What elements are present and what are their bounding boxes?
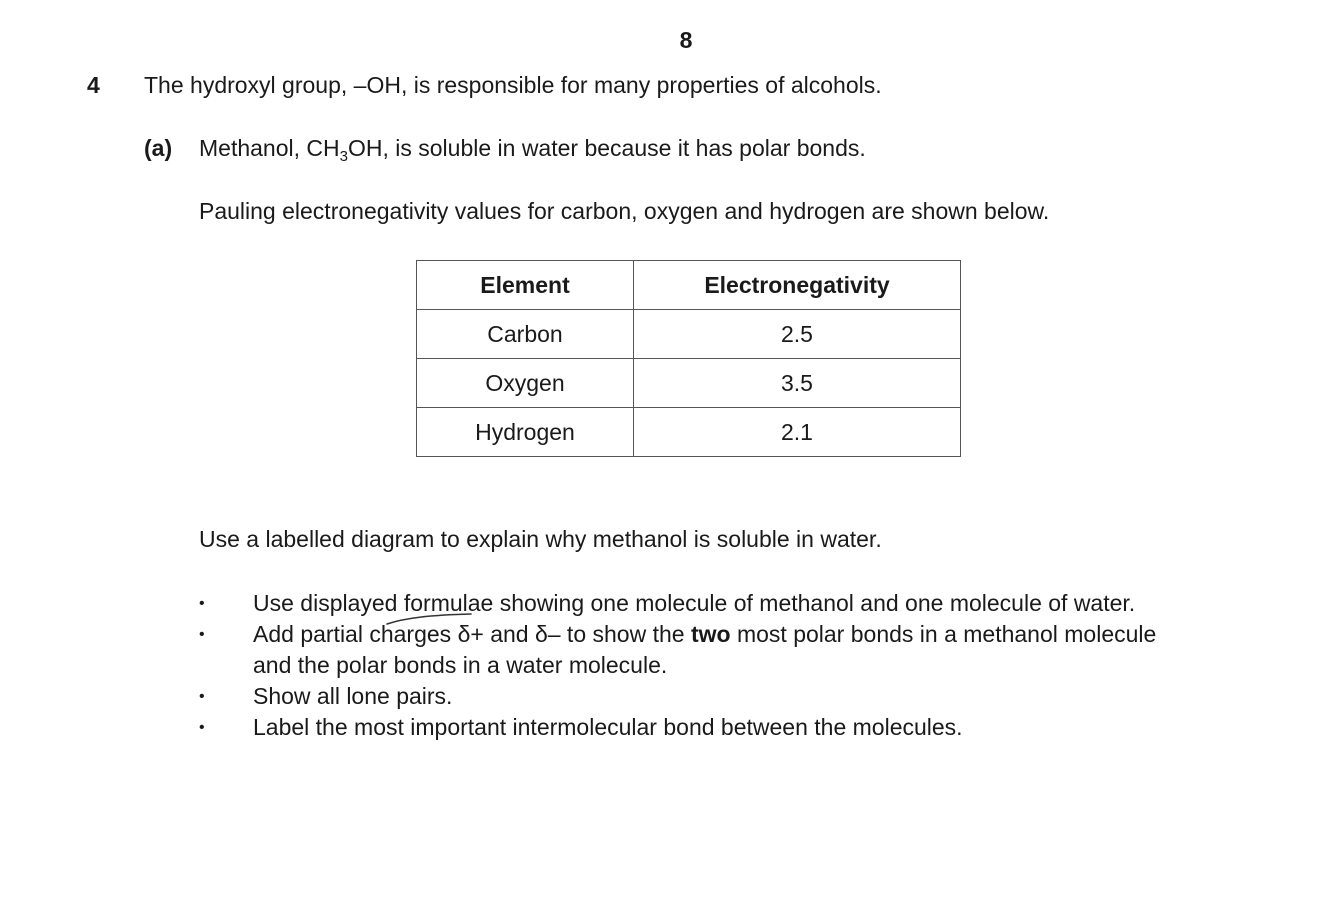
bullet-item [199, 619, 1299, 681]
bullet-item [199, 681, 1299, 712]
table-cell-element: Hydrogen [417, 408, 634, 457]
electronegativity-table [416, 260, 961, 457]
table-cell-value: 2.1 [634, 408, 961, 457]
table-cell-element: Carbon [417, 310, 634, 359]
bullet-item [199, 712, 1299, 743]
handwritten-pen-mark [385, 612, 475, 628]
table-row [417, 408, 961, 457]
table-header-element: Element [417, 261, 634, 310]
part-a-text [199, 135, 866, 165]
page-number: 8 [679, 27, 693, 53]
table-cell-value: 3.5 [634, 359, 961, 408]
question-stem: The hydroxyl group, –OH, is responsible for many properties of alcohols. [144, 72, 882, 98]
question-number: 4 [87, 72, 100, 98]
bullet-dot: • [199, 719, 205, 736]
table-row [417, 310, 961, 359]
bullet-text: Show all lone pairs. [253, 683, 453, 709]
instruction-bullet-list [199, 588, 1299, 743]
bullet-emphasis: two [690, 621, 731, 647]
bullet-item [199, 588, 1299, 619]
table-header-electronegativity: Electronegativity [634, 261, 961, 310]
part-a-subscript: 3 [339, 148, 348, 165]
bullet-text: Add partial charges δ+ and δ– to show the [253, 621, 691, 647]
bullet-text-continued: and the polar bonds in a water molecule. [253, 652, 668, 678]
table-intro: Pauling electronegativity values for carbon, oxygen and hydrogen are shown below. [199, 198, 1050, 224]
diagram-instruction: Use a labelled diagram to explain why methanol is soluble in water. [199, 526, 882, 552]
table-cell-element: Oxygen [417, 359, 634, 408]
bullet-dot: • [199, 688, 205, 705]
part-a-text-before: Methanol, CH [199, 135, 340, 161]
part-a-label: (a) [144, 135, 173, 161]
bullet-dot: • [199, 595, 205, 612]
table-row [417, 359, 961, 408]
table-cell-value: 2.5 [634, 310, 961, 359]
bullet-text: Label the most important intermolecular bond between the molecules. [253, 714, 963, 740]
part-a-text-after: OH, is soluble in water because it has polar bonds. [347, 135, 866, 161]
bullet-text: Use displayed formulae showing one molecule of methanol and one molecule of water. [253, 590, 1136, 616]
bullet-dot: • [199, 626, 205, 643]
bullet-text: most polar bonds in a methanol molecule [730, 621, 1157, 647]
table-header-row [417, 261, 961, 310]
